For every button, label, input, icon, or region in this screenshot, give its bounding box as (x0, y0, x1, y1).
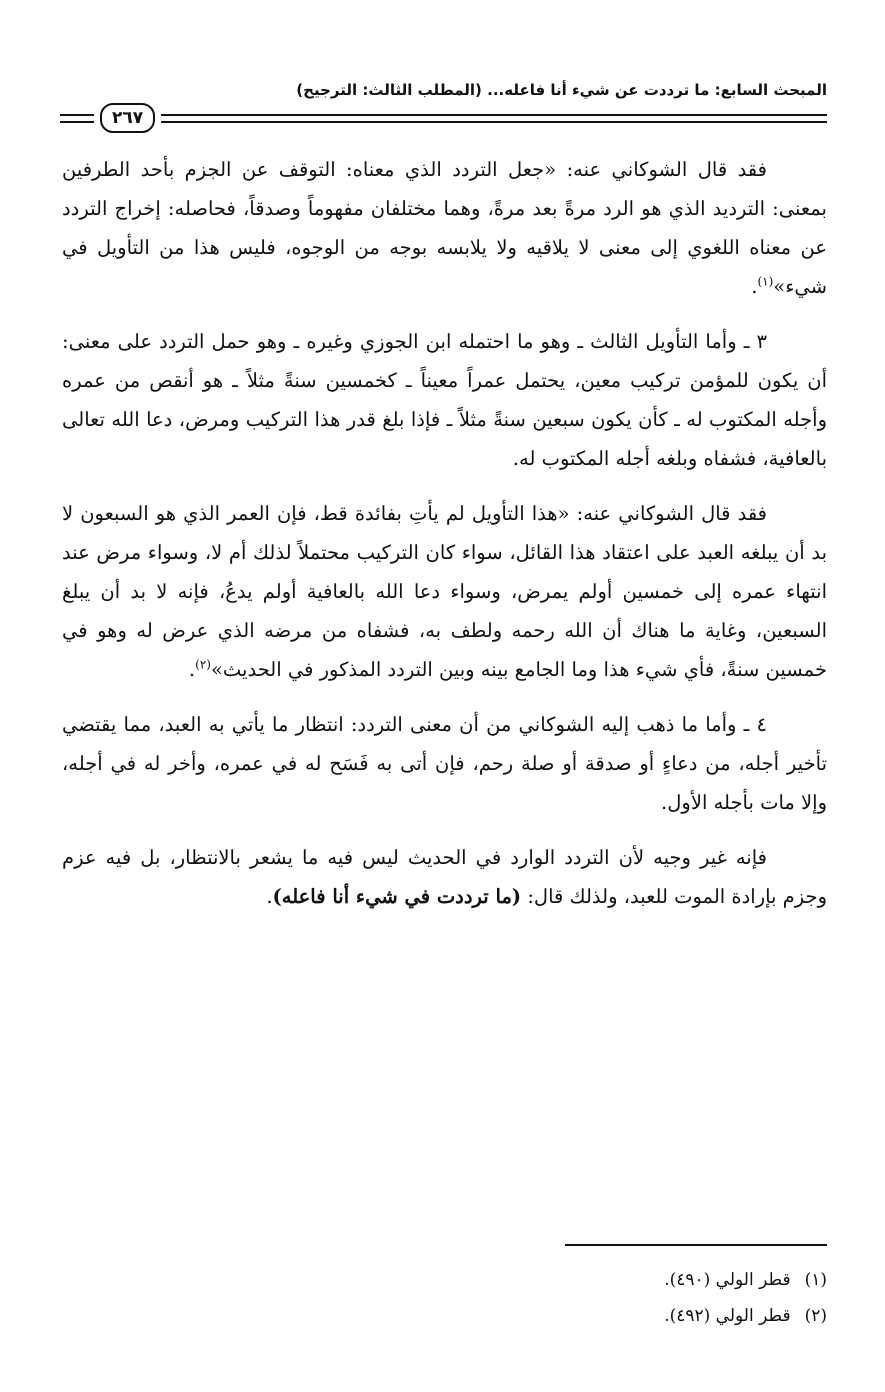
footnote-separator (565, 1244, 827, 1246)
footnote-ref-1[interactable]: (١) (757, 274, 774, 289)
paragraph-1-text: فقد قال الشوكاني عنه: «جعل التردد الذي معناه: التوقف عن الجزم بأحد الطرفين بمعنى: الترديد الذي هو الرد مرةً بعد مرةً، وهما مختلفان مفهوماً وصدقاً، فحاصله: إخراج التردد عن معناه اللغوي إلى معنى لا يلاقيه ولا يلابسه بوجه من الوجوه، فليس هذا من التأويل في شيء» (62, 158, 827, 298)
main-text (62, 150, 827, 932)
paragraph-4: ٤ ـ وأما ما ذهب إليه الشوكاني من أن معنى التردد: انتظار ما يأتي به العبد، مما يقتضي تأخير أجله، من دعاءٍ أو صدقة أو صلة رحم، فإن أتى به فَسَح له في عمره، وأخر له في أجله، وإلا مات بأجله الأول. (62, 713, 827, 814)
paragraph-5 (62, 838, 827, 916)
paragraph-2: ٣ ـ وأما التأويل الثالث ـ وهو ما احتمله ابن الجوزي وغيره ـ وهو حمل التردد على معنى: أن يكون للمؤمن تركيب معين، يحتمل عمراً معيناً ـ كخمسين سنةً مثلاً ـ هو أنقص من عمره وأجله المكتوب له ـ كأن يكون سبعين سنةً مثلاً ـ فإذا بلغ قدر هذا التركيب ومرض، دعا الله تعالى بالعافية، فشفاه وبلغه أجله المكتوب له. (62, 330, 827, 470)
header-rule-row (60, 103, 827, 133)
header-rule-left (60, 114, 94, 123)
footnote-2-text: قطر الولي (٤٩٢). (664, 1306, 791, 1326)
paragraph-5-end: . (266, 885, 273, 908)
header-rule-right (161, 114, 827, 123)
footnote-1 (327, 1262, 827, 1298)
footnote-1-text: قطر الولي (٤٩٠). (664, 1270, 791, 1290)
footnotes (327, 1262, 827, 1334)
page-number: ٢٦٧ (100, 103, 155, 133)
footnote-1-number: (١) (804, 1270, 827, 1290)
paragraph-1-end: . (751, 275, 758, 298)
running-header: المبحث السابع: ما ترددت عن شيء أنا فاعله... (المطلب الثالث: الترجيح) (296, 81, 827, 99)
footnote-2 (327, 1298, 827, 1334)
paragraph-3-end: . (188, 658, 196, 681)
paragraph-1 (62, 150, 827, 306)
hadith-quote: (ما ترددت في شيء أنا فاعله) (272, 885, 522, 908)
footnote-2-number: (٢) (804, 1306, 827, 1326)
footnote-ref-2[interactable]: (٢) (195, 657, 211, 672)
paragraph-3-text: فقد قال الشوكاني عنه: «هذا التأويل لم يأتِ بفائدة قط، فإن العمر الذي هو السبعون لا بد أن يبلغه العبد على اعتقاد هذا القائل، سواء كان التركيب محتملاً لذلك أم لا، وسواء مرض عند انتهاء عمره إلى خمسين أولم يمرض، وسواء دعا الله بالعافية أولم يدعُ، فإنه لا بد أن يبلغ السبعين، وغاية ما هناك أن الله رحمه ولطف به، فشفاه من مرضه الذي عرض له وهو في خمسين سنةً، فأي شيء هذا وما الجامع بينه وبين التردد المذكور في الحديث» (62, 502, 827, 681)
paragraph-5-text: فإنه غير وجيه لأن التردد الوارد في الحديث ليس فيه ما يشعر بالانتظار، بل فيه عزم وجزم بإرادة الموت للعبد، ولذلك قال: (62, 846, 827, 908)
paragraph-3 (62, 494, 827, 689)
